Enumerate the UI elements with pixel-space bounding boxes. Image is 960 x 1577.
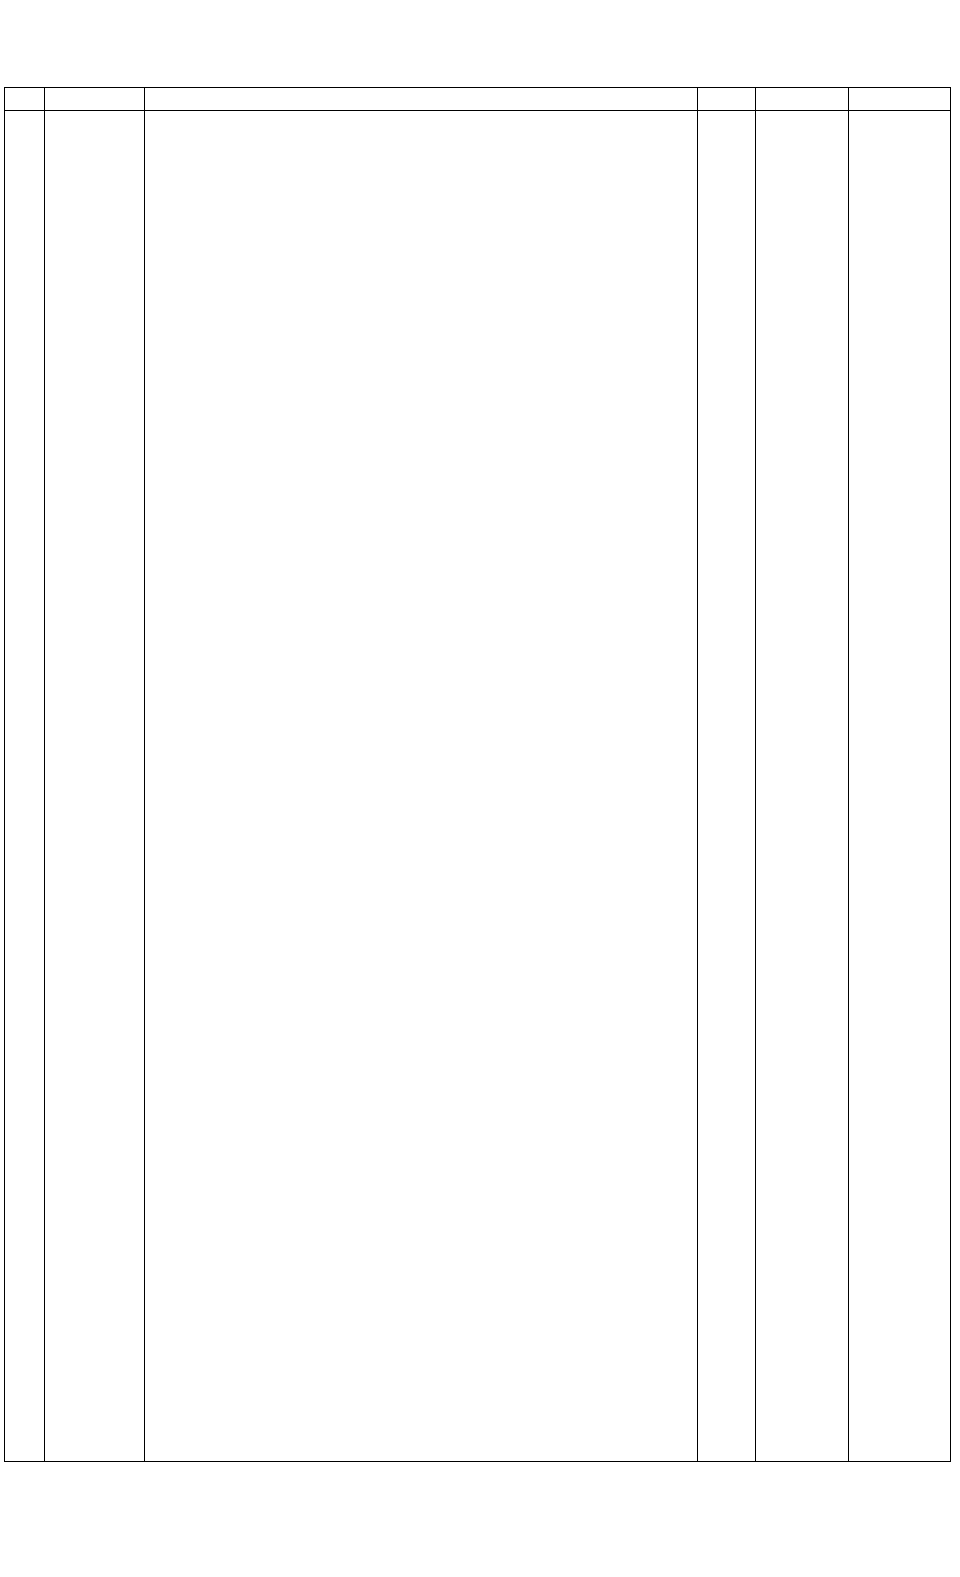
table-column-header (5, 88, 950, 111)
column-divider (44, 88, 45, 1461)
column-divider (848, 88, 849, 1461)
column-divider (755, 88, 756, 1461)
column-divider (697, 88, 698, 1461)
column-divider (144, 88, 145, 1461)
estimate-table (4, 87, 951, 1462)
